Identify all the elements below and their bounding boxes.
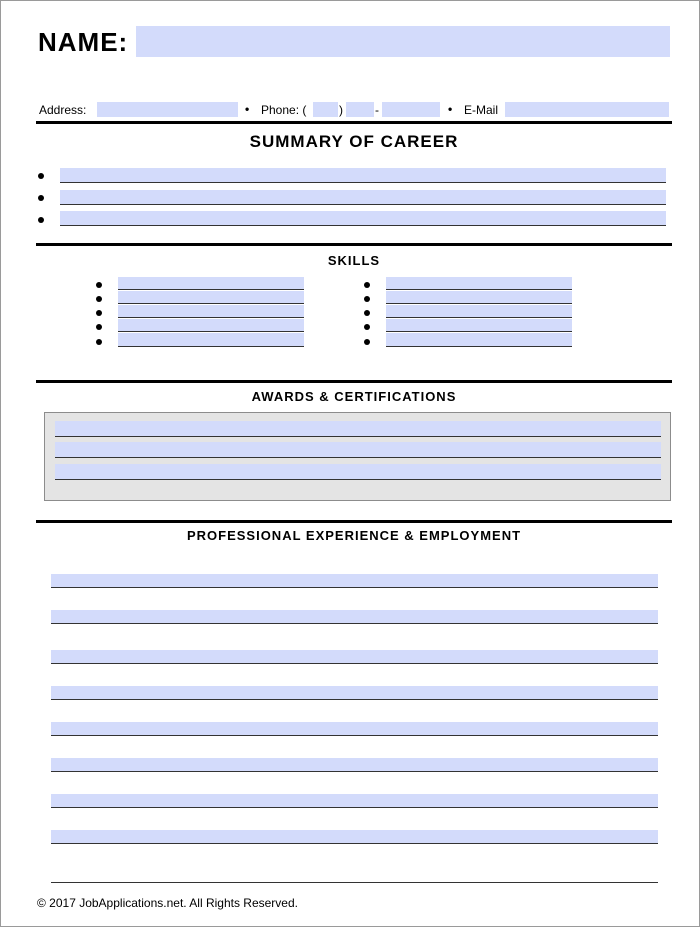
experience-divider	[36, 520, 672, 523]
experience-line-1-input[interactable]	[51, 574, 658, 588]
skills-bullet	[96, 310, 102, 316]
awards-title: AWARDS & CERTIFICATIONS	[251, 389, 457, 404]
email-input[interactable]	[505, 102, 669, 117]
award-line-3-input[interactable]	[55, 464, 661, 480]
awards-divider	[36, 380, 672, 383]
skills-bullet	[96, 296, 102, 302]
phone-label: Phone: (	[261, 103, 307, 117]
address-label: Address:	[39, 103, 87, 117]
experience-line-2-input[interactable]	[51, 610, 658, 624]
experience-line-7-input[interactable]	[51, 794, 658, 808]
summary-bullet	[38, 173, 44, 179]
experience-line-6-input[interactable]	[51, 758, 658, 772]
experience-title: PROFESSIONAL EXPERIENCE & EMPLOYMENT	[186, 528, 522, 543]
summary-line-3-input[interactable]	[60, 211, 666, 226]
experience-line-5-input[interactable]	[51, 722, 658, 736]
experience-line-4-input[interactable]	[51, 686, 658, 700]
skills-bullet	[96, 282, 102, 288]
summary-bullet	[38, 217, 44, 223]
phone-area-code-input[interactable]	[313, 102, 338, 117]
skills-bullet	[364, 282, 370, 288]
contact-separator-1: •	[245, 102, 250, 116]
summary-line-2-input[interactable]	[60, 190, 666, 205]
contact-separator-2: •	[448, 102, 453, 116]
summary-title: SUMMARY OF CAREER	[249, 132, 459, 151]
name-input[interactable]	[136, 26, 670, 57]
summary-divider	[36, 121, 672, 124]
skills-bullet	[364, 296, 370, 302]
skills-bullet	[364, 324, 370, 330]
copyright-text: © 2017 JobApplications.net. All Rights Reserved.	[37, 896, 298, 910]
skill-left-2-input[interactable]	[118, 291, 304, 304]
experience-line-3-input[interactable]	[51, 650, 658, 664]
skill-right-3-input[interactable]	[386, 305, 572, 318]
skills-bullet	[364, 310, 370, 316]
phone-dash: -	[375, 103, 379, 117]
skills-bullet	[364, 339, 370, 345]
skills-bullet	[96, 324, 102, 330]
phone-prefix-input[interactable]	[346, 102, 374, 117]
skill-left-4-input[interactable]	[118, 319, 304, 332]
skill-left-1-input[interactable]	[118, 277, 304, 290]
skill-right-5-input[interactable]	[386, 333, 572, 347]
skills-title: SKILLS	[327, 253, 381, 268]
phone-line-input[interactable]	[382, 102, 440, 117]
award-line-1-input[interactable]	[55, 421, 661, 437]
address-input[interactable]	[97, 102, 238, 117]
summary-bullet	[38, 195, 44, 201]
summary-line-1-input[interactable]	[60, 168, 666, 183]
awards-box	[44, 412, 671, 501]
skills-bullet	[96, 339, 102, 345]
skills-divider	[36, 243, 672, 246]
award-line-2-input[interactable]	[55, 442, 661, 458]
skill-right-1-input[interactable]	[386, 277, 572, 290]
phone-close-paren: )	[339, 103, 343, 117]
experience-final-line[interactable]	[51, 882, 658, 883]
experience-line-8-input[interactable]	[51, 830, 658, 844]
skill-left-5-input[interactable]	[118, 333, 304, 347]
email-label: E-Mail	[464, 103, 499, 117]
name-label: NAME:	[38, 27, 129, 57]
skill-right-2-input[interactable]	[386, 291, 572, 304]
skill-left-3-input[interactable]	[118, 305, 304, 318]
skill-right-4-input[interactable]	[386, 319, 572, 332]
